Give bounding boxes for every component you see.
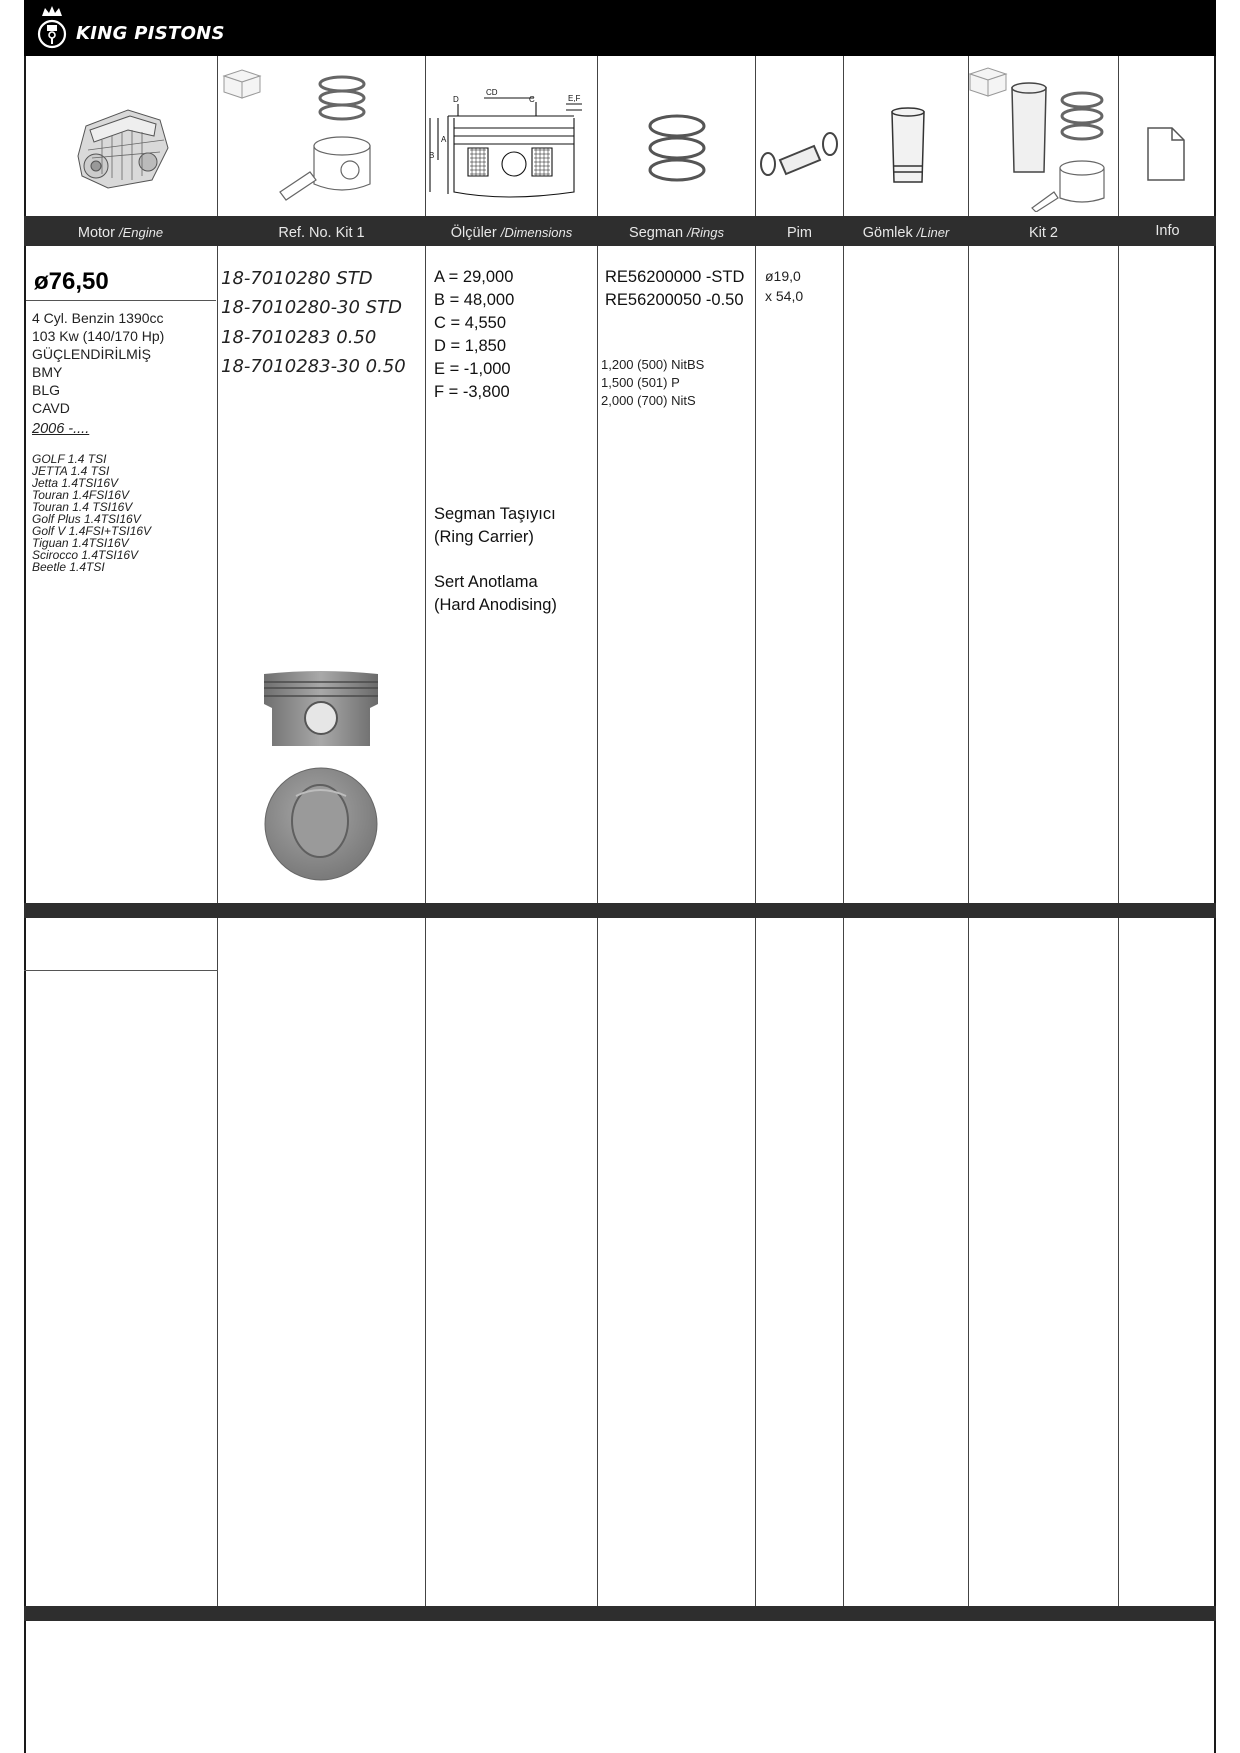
- diagram-label-ef: E,F: [568, 94, 581, 103]
- ring-width: 1,200 (500) NitBS: [601, 357, 705, 372]
- record-divider: [24, 903, 1216, 918]
- vehicle-model: Beetle 1.4TSI: [32, 560, 105, 574]
- hard-anodising-label-en: (Hard Anodising): [434, 596, 557, 614]
- record-divider: [24, 1606, 1216, 1621]
- diagram-label-a: A: [441, 135, 447, 144]
- vehicle-model: Jetta 1.4TSI16V: [32, 476, 119, 490]
- column-divider: [217, 56, 218, 1607]
- vehicle-model: JETTA 1.4 TSI: [32, 464, 110, 478]
- ref-number: 18-7010280-30 STD: [221, 297, 402, 318]
- dimension-value: E = -1,000: [434, 360, 511, 378]
- engine-code: CAVD: [32, 400, 70, 416]
- header-pin: Pim: [787, 225, 812, 241]
- ref-number: 18-7010283 0.50: [221, 327, 377, 348]
- diagram-label-cd: CD: [486, 88, 498, 97]
- ref-number: 18-7010280 STD: [221, 268, 373, 289]
- page-frame: [24, 0, 1216, 1753]
- diagram-label-c: C: [529, 95, 535, 104]
- engine-code: BLG: [32, 382, 61, 398]
- hard-anodising-label: Sert Anotlama: [434, 573, 538, 591]
- engine-spec: 4 Cyl. Benzin 1390cc: [32, 310, 164, 326]
- rings-image: [646, 112, 708, 186]
- engine-image: [68, 96, 178, 196]
- brand-bar: [24, 0, 1216, 56]
- info-document-icon[interactable]: [1146, 126, 1186, 182]
- engine-power: 103 Kw (140/170 Hp): [32, 328, 165, 344]
- vehicle-model: Touran 1.4 TSI16V: [32, 500, 133, 514]
- header-motor: Motor /Engine: [77, 225, 164, 241]
- diagram-label-b: B: [429, 151, 435, 160]
- kit1-image: [222, 66, 412, 211]
- pin-length: x 54,0: [765, 288, 804, 304]
- ring-code: RE56200000 -STD: [605, 268, 745, 286]
- ref-number: 18-7010283-30 0.50: [221, 356, 406, 377]
- liner-image: [888, 106, 928, 188]
- header-dimensions: Ölçüler /Dimensions: [450, 225, 573, 241]
- vehicle-model: Golf Plus 1.4TSI16V: [32, 512, 141, 526]
- column-divider: [425, 56, 426, 1607]
- dimension-value: B = 48,000: [434, 291, 515, 309]
- engine-type: GÜÇLENDİRİLMİŞ: [32, 346, 152, 362]
- bore-underline: [26, 300, 216, 301]
- piston-top-photo: [262, 766, 380, 882]
- column-divider: [968, 56, 969, 1607]
- dimension-value: A = 29,000: [434, 268, 514, 286]
- ring-width: 1,500 (501) P: [601, 375, 680, 390]
- column-divider: [597, 56, 598, 1607]
- dimension-value: D = 1,850: [434, 337, 507, 355]
- dimension-value: F = -3,800: [434, 383, 510, 401]
- dimension-diagram: [424, 84, 594, 202]
- header-liner: Gömlek /Liner: [862, 225, 950, 241]
- header-rings: Segman /Rings: [629, 225, 724, 241]
- pin-diameter: ø19,0: [765, 268, 801, 284]
- king-pistons-logo: [34, 6, 225, 50]
- vehicle-model: Golf V 1.4FSI+TSI16V: [32, 524, 152, 538]
- crown-piston-emblem-icon: [34, 6, 70, 50]
- dimension-value: C = 4,550: [434, 314, 507, 332]
- column-divider: [755, 56, 756, 1607]
- vehicle-model: GOLF 1.4 TSI: [32, 452, 107, 466]
- pin-image: [756, 130, 842, 180]
- header-kit2: Kit 2: [1028, 225, 1058, 241]
- ring-width: 2,000 (700) NitS: [601, 393, 696, 408]
- header-info: Info: [1155, 223, 1180, 239]
- bore-underline-empty: [24, 970, 218, 971]
- header-ref-kit1: Ref. No. Kit 1: [278, 225, 365, 241]
- column-divider: [1118, 56, 1119, 1607]
- bore-diameter: ø76,50: [34, 268, 109, 295]
- column-divider: [843, 56, 844, 1607]
- diagram-label-d: D: [453, 95, 459, 104]
- ring-carrier-label: Segman Taşıyıcı: [434, 505, 556, 523]
- vehicle-model: Touran 1.4FSI16V: [32, 488, 129, 502]
- production-year: 2006 -....: [32, 421, 90, 437]
- kit2-image: [968, 64, 1108, 212]
- vehicle-model: Scirocco 1.4TSI16V: [32, 548, 139, 562]
- ring-code: RE56200050 -0.50: [605, 291, 744, 309]
- brand-name: KING PISTONS: [76, 22, 225, 44]
- piston-side-photo: [260, 668, 382, 750]
- vehicle-model: Tiguan 1.4TSI16V: [32, 536, 129, 550]
- ring-carrier-label-en: (Ring Carrier): [434, 528, 534, 546]
- engine-code: BMY: [32, 364, 63, 380]
